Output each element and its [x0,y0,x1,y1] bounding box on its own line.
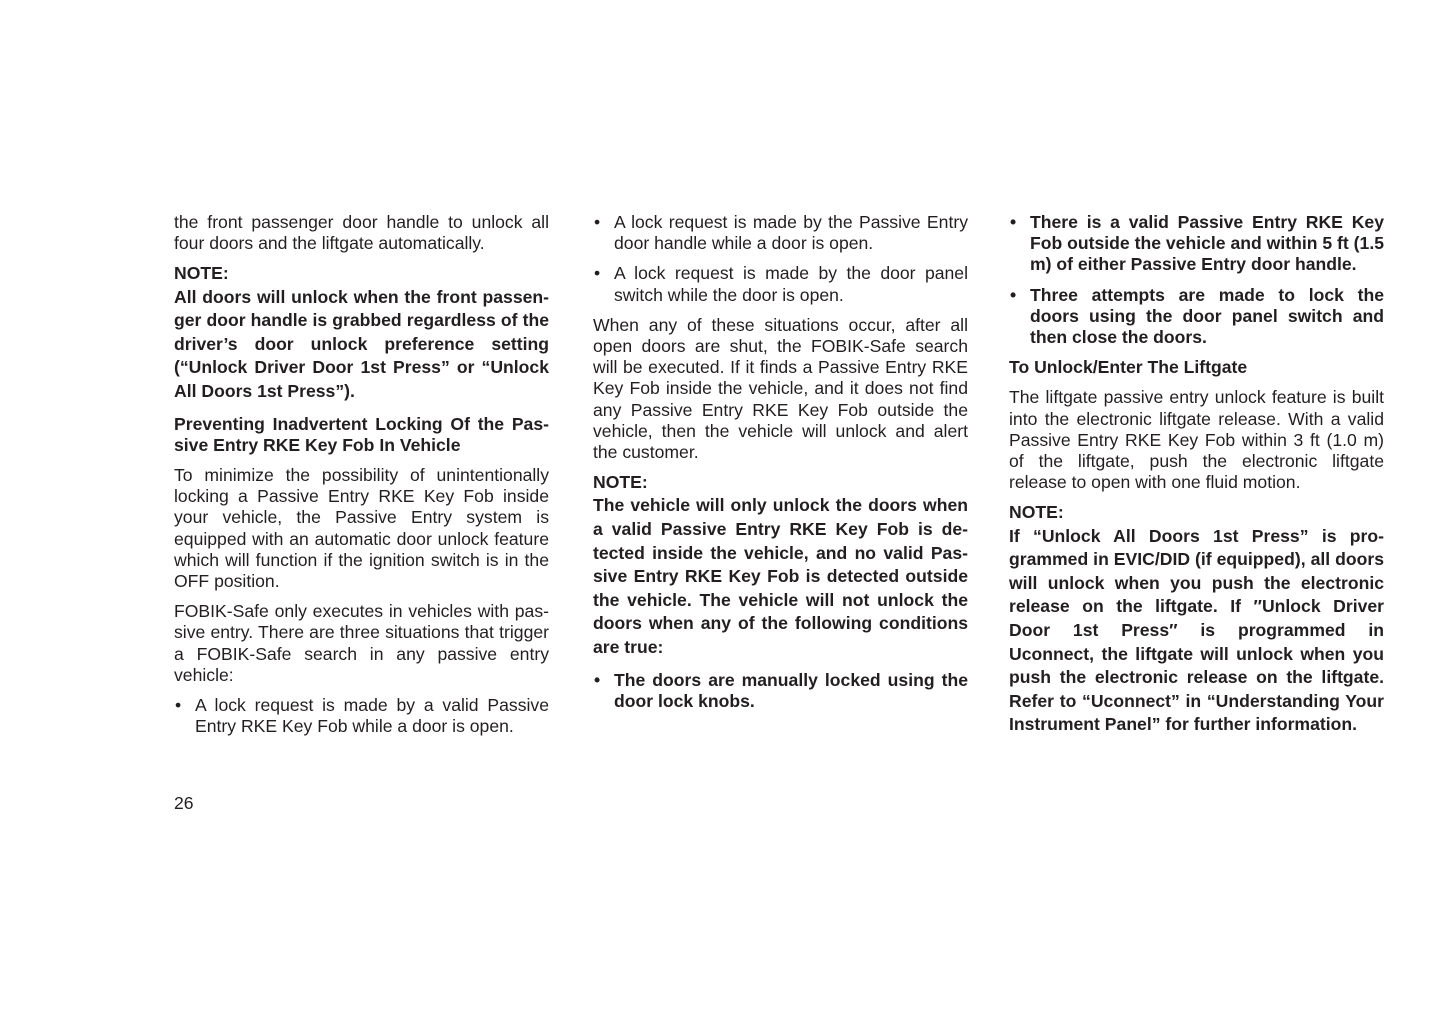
bullet-list [593,212,968,306]
bullet-icon: • [1010,212,1017,232]
list-item-text: Three attempts are made to lock the doors using the door panel switch and then close the doors. [1030,284,1384,348]
bullet-list [593,670,968,712]
page-number: 26 [174,793,194,813]
bullet-icon: • [1010,284,1017,305]
note-text: All doors will unlock when the front passenger door handle is grabbed regardless of the driver’s door unlock preference setting (“Unlock Driver Door 1st Press” or “Unlock All Doors 1st Press”). [174,286,549,401]
note-text: The vehicle will only unlock the doors when a valid Passive Entry RKE Key Fob is detected inside the vehicle, and no valid Passive Entry RKE Key Fob is detected outside the vehicle. The vehicle will not unlock the doors when any of the following conditions are true: [593,495,968,657]
intro-paragraph: the front passenger door handle to unlock all four doors and the liftgate automatically. [174,212,549,254]
list-item-text: A lock request is made by the Passive Entry door handle while a door is open. [614,212,968,254]
section-heading: Preventing Inadvertent Locking Of the Passive Entry RKE Key Fob In Vehicle [174,413,549,455]
list-item [1009,212,1384,276]
body-paragraph: To minimize the possibility of unintentionally locking a Passive Entry RKE Key Fob inside your vehicle, the Passive Entry system is equipped with an automatic door unlock feature which will function if the ignition switch is in the OFF position. [174,464,549,591]
note-label: NOTE: [1009,502,1064,523]
column-3 [1009,212,1384,747]
bullet-list [1009,212,1384,348]
bullet-icon: • [594,669,601,690]
list-item [593,263,968,305]
section-heading: To Unlock/Enter The Liftgate [1009,357,1248,378]
bullet-list [174,695,549,737]
note-text: If “Unlock All Doors 1st Press” is programmed in EVIC/DID (if equipped), all doors will unlock when you push the electronic release on the liftgate. If ″Unlock Driver Door 1st Press″ is programmed in Uconnect, the liftgate will unlock when you push the electronic release on the liftgate. Refer to “Uconnect” in “Understanding Your Instrument Panel” for further information. [1009,525,1384,735]
list-item [1009,285,1384,349]
list-item [593,670,968,712]
body-paragraph: The liftgate passive entry unlock feature is built into the electronic liftgate release. With a valid Passive Entry RKE Key Fob within 3 ft (1.0 m) of the liftgate, push the electronic liftgate release to open with one fluid motion. [1009,387,1384,493]
list-item-text: The doors are manually locked using the door lock knobs. [614,669,968,711]
bullet-icon: • [175,695,182,716]
column-1 [174,212,549,746]
list-item-text: A lock request is made by a valid Passive Entry RKE Key Fob while a door is open. [195,695,549,737]
list-item-text: There is a valid Passive Entry RKE Key Fob outside the vehicle and within 5 ft (1.5 m) of either Passive Entry door handle. [1030,212,1384,275]
bullet-icon: • [594,212,601,232]
list-item-text: A lock request is made by the door panel switch while the door is open. [614,263,968,305]
bullet-icon: • [594,263,601,284]
list-item [593,212,968,254]
list-item [174,695,549,737]
note-label: NOTE: [593,472,648,493]
note-label: NOTE: [174,263,229,284]
body-paragraph: FOBIK-Safe only executes in vehicles with passive entry. There are three situations that trigger a FOBIK-Safe search in any passive entry vehicle: [174,601,549,685]
body-paragraph: When any of these situations occur, after all open doors are shut, the FOBIK-Safe search will be executed. If it finds a Passive Entry RKE Key Fob inside the vehicle, and it does not find any Passive Entry RKE Key Fob outside the vehicle, then the vehicle will unlock and alert the customer. [593,314,968,463]
column-2 [593,212,968,721]
